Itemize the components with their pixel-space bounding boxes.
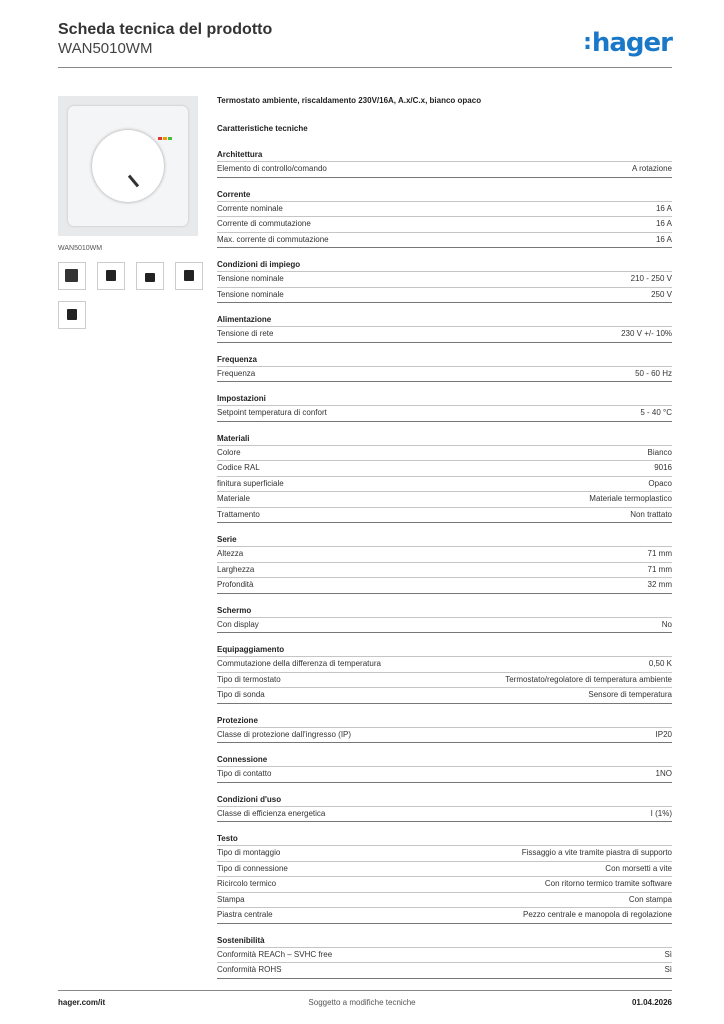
spec-group-title: Testo <box>217 834 238 843</box>
spec-row <box>217 562 672 578</box>
thermostat-plate <box>68 106 188 226</box>
spec-group-title: Impostazioni <box>217 394 266 403</box>
spec-label: Setpoint temperatura di confort <box>217 408 327 417</box>
spec-group-title: Condizioni d'uso <box>217 794 282 804</box>
spec-label: Tipo di contatto <box>217 769 272 778</box>
spec-value: Materiale termoplastico <box>589 494 672 503</box>
spec-value: 16 A <box>655 203 672 213</box>
spec-value: Sì <box>664 965 672 974</box>
spec-label: Ricircolo termico <box>217 879 277 888</box>
spec-row <box>217 672 672 688</box>
spec-row <box>217 271 672 287</box>
spec-label: Conformità ROHS <box>217 965 282 974</box>
spec-value: A rotazione <box>631 164 672 173</box>
spec-group <box>217 643 672 704</box>
spec-label: Corrente di commutazione <box>217 219 311 228</box>
spec-label: Larghezza <box>217 564 255 574</box>
spec-row <box>217 366 672 383</box>
spec-row <box>217 216 672 232</box>
spec-row <box>217 892 672 908</box>
spec-row <box>217 491 672 507</box>
spec-label: Stampa <box>217 894 245 904</box>
spec-group-title: Materiali <box>217 433 250 443</box>
header <box>58 20 272 58</box>
spec-value: 250 V <box>651 289 672 299</box>
spec-row <box>217 460 672 476</box>
spec-value: Con stampa <box>628 894 672 904</box>
spec-row <box>217 232 672 249</box>
spec-row <box>217 687 672 704</box>
footer-website[interactable]: hager.com/it <box>58 998 106 1007</box>
spec-label: Corrente nominale <box>217 203 283 213</box>
spec-row <box>217 476 672 492</box>
spec-label: Max. corrente di commutazione <box>217 234 329 244</box>
spec-group-title: Schermo <box>217 605 252 615</box>
spec-value: Opaco <box>648 478 672 488</box>
spec-label: Conformità REACh – SVHC free <box>217 949 333 959</box>
spec-label: Tensione nominale <box>217 274 284 283</box>
spec-value: 0,50 K <box>648 659 672 668</box>
spec-row <box>217 287 672 304</box>
spec-value: Sensore di temperatura <box>588 690 672 699</box>
spec-row <box>217 962 672 979</box>
spec-row <box>217 656 672 672</box>
spec-value: 210 - 250 V <box>630 274 672 283</box>
spec-label: Tipo di termostato <box>217 674 281 684</box>
spec-value: I (1%) <box>650 808 672 818</box>
spec-value: 50 - 60 Hz <box>635 368 672 378</box>
spec-value: 230 V +/- 10% <box>621 329 672 338</box>
knob-indicator <box>128 175 139 188</box>
spec-row <box>217 326 672 343</box>
spec-value: Non trattato <box>630 509 672 519</box>
page-title: Scheda tecnica del prodotto <box>58 21 273 38</box>
thumbnail-device-back[interactable] <box>58 301 86 329</box>
status-leds <box>158 136 173 141</box>
spec-group <box>217 188 672 249</box>
spec-label: Commutazione della differenza di temperatura <box>217 659 381 668</box>
spec-group <box>217 313 672 343</box>
spec-label: Tipo di montaggio <box>217 848 281 857</box>
spec-value: 71 mm <box>647 549 672 558</box>
spec-label: Altezza <box>217 549 244 558</box>
spec-row <box>217 876 672 892</box>
spec-group <box>217 832 672 924</box>
spec-label: Con display <box>217 619 259 629</box>
spec-row <box>217 947 672 963</box>
spec-group <box>217 432 672 524</box>
hager-logo: :hager <box>583 28 672 58</box>
spec-value: IP20 <box>655 729 672 739</box>
spec-group <box>217 148 672 178</box>
spec-row <box>217 766 672 783</box>
product-code: WAN5010WM <box>58 40 153 57</box>
spec-row <box>217 546 672 562</box>
footer-note: Soggetto a modifiche tecniche <box>308 998 416 1007</box>
spec-value: Bianco <box>647 447 672 457</box>
spec-row <box>217 507 672 524</box>
spec-group <box>217 753 672 783</box>
spec-group <box>217 604 672 634</box>
spec-group-title: Architettura <box>217 150 263 159</box>
spec-row <box>217 405 672 422</box>
spec-group-title: Alimentazione <box>217 315 272 324</box>
spec-value: Con morsetti a vite <box>605 863 672 873</box>
spec-value: 16 A <box>655 234 672 244</box>
spec-label: finitura superficiale <box>217 478 284 488</box>
spec-row <box>217 617 672 634</box>
spec-label: Tensione nominale <box>217 289 284 299</box>
spec-row <box>217 727 672 744</box>
spec-label: Codice RAL <box>217 463 260 472</box>
spec-row <box>217 577 672 594</box>
spec-value: 16 A <box>655 219 672 228</box>
spec-label: Tipo di sonda <box>217 690 265 699</box>
thumbnail-socket-front[interactable] <box>58 262 86 290</box>
spec-value: 1NO <box>655 769 672 778</box>
spec-row <box>217 161 672 178</box>
spec-label: Frequenza <box>217 368 256 378</box>
spec-value: 5 - 40 °C <box>640 408 672 417</box>
spec-group <box>217 533 672 594</box>
thumbnail-device-top[interactable] <box>97 262 125 290</box>
spec-group-title: Sostenibilità <box>217 935 265 945</box>
spec-group <box>217 353 672 383</box>
thumbnail-device-side[interactable] <box>136 262 164 290</box>
footer-date: 01.04.2026 <box>631 998 672 1007</box>
spec-value: 71 mm <box>647 564 672 574</box>
spec-value: Pezzo centrale e manopola di regolazione <box>523 910 672 919</box>
spec-label: Tensione di rete <box>217 329 274 338</box>
spec-value: No <box>661 619 672 629</box>
spec-value: 9016 <box>654 463 672 472</box>
spec-label: Piastra centrale <box>217 910 273 919</box>
spec-label: Classe di efficienza energetica <box>217 808 326 818</box>
spec-row <box>217 845 672 861</box>
product-image <box>58 96 198 236</box>
spec-group <box>217 793 672 823</box>
spec-group-title: Equipaggiamento <box>217 645 285 654</box>
specs-content <box>217 96 672 979</box>
spec-group <box>217 714 672 744</box>
spec-row <box>217 445 672 461</box>
spec-value: Sì <box>664 949 672 959</box>
spec-label: Classe di protezione dall'ingresso (IP) <box>217 729 352 739</box>
header-divider <box>58 67 672 68</box>
spec-value: Termostato/regolatore di temperatura ambiente <box>505 674 672 684</box>
spec-row <box>217 907 672 924</box>
spec-label: Tipo di connessione <box>217 863 288 873</box>
spec-label: Materiale <box>217 494 250 503</box>
spec-row <box>217 201 672 217</box>
spec-group <box>217 934 672 979</box>
spec-group <box>217 392 672 422</box>
spec-group <box>217 258 672 303</box>
thumbnail-device-angle[interactable] <box>175 262 203 290</box>
footer-divider <box>58 990 672 991</box>
spec-group-title: Connessione <box>217 755 268 764</box>
image-caption: WAN5010WM <box>58 245 103 252</box>
thermostat-knob <box>92 130 164 202</box>
spec-group-title: Serie <box>217 535 237 544</box>
spec-group-title: Protezione <box>217 715 258 725</box>
spec-label: Profondità <box>217 580 254 589</box>
spec-group-title: Condizioni di impiego <box>217 260 301 269</box>
spec-group-title: Corrente <box>217 189 251 199</box>
section-title: Caratteristiche tecniche <box>217 124 308 133</box>
spec-groups <box>217 148 672 979</box>
spec-label: Elemento di controllo/comando <box>217 164 327 173</box>
spec-value: Con ritorno termico tramite software <box>544 879 672 888</box>
spec-value: Fissaggio a vite tramite piastra di supporto <box>521 848 672 857</box>
spec-group-title: Frequenza <box>217 354 258 364</box>
spec-row <box>217 861 672 877</box>
spec-value: 32 mm <box>647 580 672 589</box>
spec-row <box>217 806 672 823</box>
spec-label: Colore <box>217 447 241 457</box>
spec-label: Trattamento <box>217 509 260 519</box>
product-description: Termostato ambiente, riscaldamento 230V/16A, A.x/C.x, bianco opaco <box>217 96 482 105</box>
